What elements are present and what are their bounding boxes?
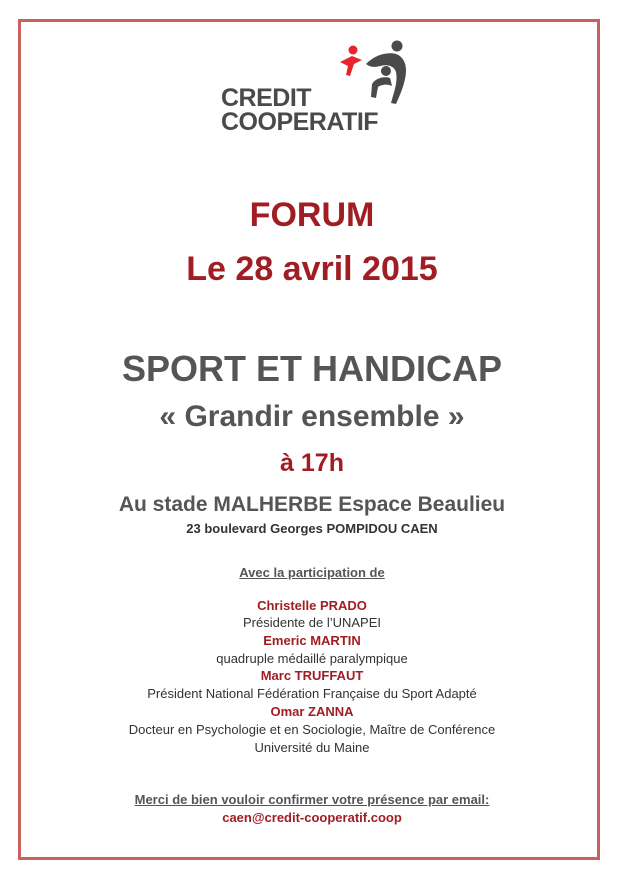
speaker-role: Docteur en Psychologie et en Sociologie, Maître de Conférence: [128, 722, 496, 737]
speaker-name: Marc TRUFFAUT: [260, 668, 364, 683]
logo-line-2: COOPERATIF: [221, 108, 379, 136]
participation-heading: Avec la participation de: [239, 565, 385, 580]
speaker-role: quadruple médaillé paralympique: [216, 651, 408, 666]
logo-wordmark: [221, 86, 378, 134]
speaker-name: Omar ZANNA: [270, 704, 354, 719]
speaker-role: Université du Maine: [254, 740, 370, 755]
speaker-name: Christelle PRADO: [257, 598, 367, 613]
rsvp-text: Merci de bien vouloir confirmer votre présence par email:: [134, 792, 490, 807]
rsvp-email[interactable]: caen@credit-cooperatif.coop: [222, 810, 402, 825]
event-subtitle: « Grandir ensemble »: [159, 400, 465, 433]
speaker-name: Emeric MARTIN: [263, 633, 361, 648]
credit-cooperatif-logo: [221, 40, 426, 140]
speaker-role: Présidente de l’UNAPEI: [242, 615, 381, 630]
event-address: 23 boulevard Georges POMPIDOU CAEN: [186, 521, 438, 536]
event-time: à 17h: [280, 449, 344, 477]
logo-line-1: CREDIT: [221, 84, 312, 112]
event-theme: SPORT ET HANDICAP: [121, 348, 503, 389]
speaker-role: Président National Fédération Française du Sport Adapté: [147, 686, 477, 701]
event-type: FORUM: [249, 196, 375, 234]
event-date: Le 28 avril 2015: [186, 250, 438, 288]
event-venue: Au stade MALHERBE Espace Beaulieu: [118, 493, 506, 516]
